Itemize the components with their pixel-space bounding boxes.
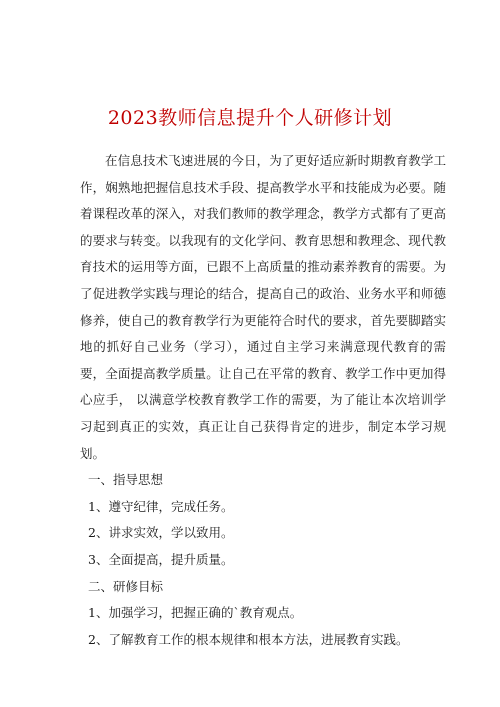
list-item: 1、遵守纪律，完成任务。	[88, 498, 234, 514]
document-body	[80, 148, 446, 653]
list-item: 1、加强学习，把握正确的`教育观点。	[88, 605, 303, 621]
list-item: 2、讲求实效，学以致用。	[88, 525, 234, 541]
section-heading-guiding-ideology: 一、指导思想	[88, 472, 164, 488]
section-heading-study-goals: 二、研修目标	[88, 578, 164, 594]
document-title: 2023教师信息提升个人研修计划	[107, 107, 393, 129]
intro-paragraph: 在信息技术飞速进展的今日，为了更好适应新时期教育教学工作，娴熟地把握信息技术手段、提高教学水平和技能成为必要。随着课程改革的深入，对我们教师的教学理念，教学方式都有了更高的要求与转变。以我现有的文化学问、教育思想和教理念、现代教育技术的运用等方面，已跟不上高质量的推动素养教育的需要。为了促进教学实践与理论的结合，提高自己的政治、业务水平和师德修养，使自己的教育教学行为更能符合时代的要求，首先要脚踏实地的抓好自己业务（学习），通过自主学习来满意现代教育的需要，全面提高教学质量。让自己在平常的教育、教学工作中更加得心应手， 以满意学校教育教学工作的需要，为了能让本次培训学习起到真正的实效，真正让自己获得肯定的进步，制定本学习规划。	[80, 153, 446, 461]
list-item: 2、了解教育工作的根本规律和根本方法，进展教育实践。	[88, 631, 409, 647]
list-item: 3、全面提高，提升质量。	[88, 551, 234, 567]
